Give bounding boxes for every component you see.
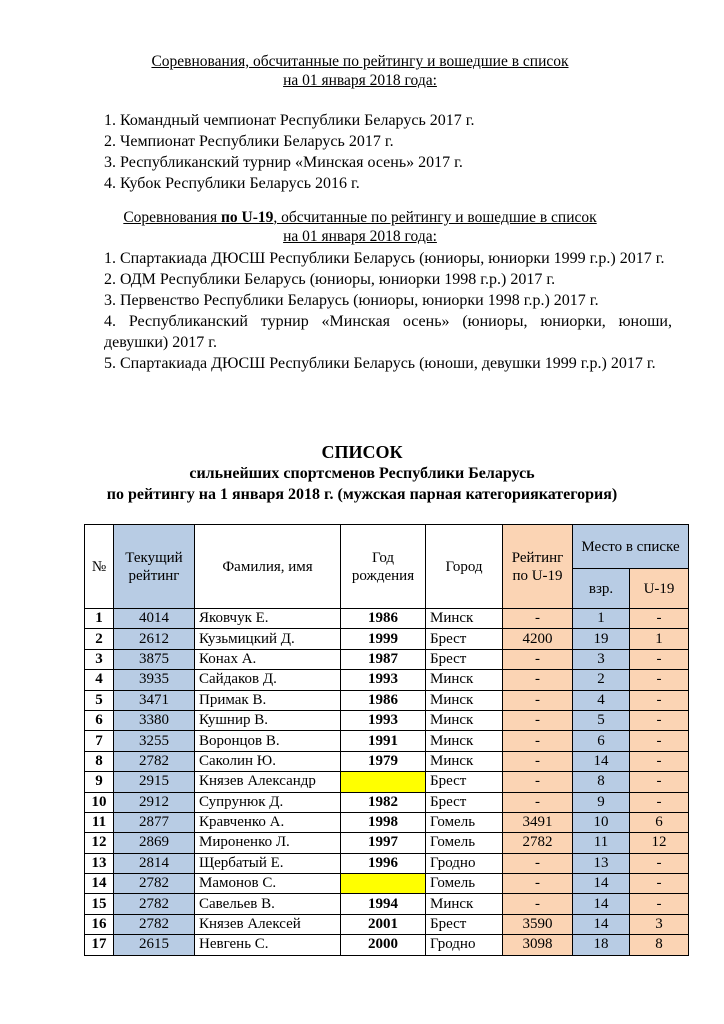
cell-num: 16 — [85, 914, 114, 934]
cell-name: Савельев В. — [195, 894, 341, 914]
title-sub2: по рейтингу на 1 января 2018 г. (мужская парная категориякатегория) — [106, 486, 618, 503]
cell-birth-year: 1982 — [341, 792, 426, 812]
cell-birth-year: 1997 — [341, 833, 426, 853]
cell-num: 10 — [85, 792, 114, 812]
cell-current-rating: 2869 — [114, 833, 195, 853]
list-item: 4. Республиканский турнир «Минская осень» (юниоры, юниорки, юноши, девушки) 2017 г. — [104, 313, 672, 351]
cell-city: Минск — [426, 670, 503, 690]
cell-place-u19: - — [630, 772, 689, 792]
cell-name: Супрунюк Д. — [195, 792, 341, 812]
cell-birth-year: 1996 — [341, 853, 426, 873]
cell-rating-u19: 2782 — [503, 833, 573, 853]
list-item: 3. Республиканский турнир «Минская осень» 2017 г. — [104, 154, 463, 171]
cell-place-u19: 3 — [630, 914, 689, 934]
header-current-rating: Текущий рейтинг — [114, 525, 195, 609]
cell-place-u19: - — [630, 853, 689, 873]
cell-rating-u19: - — [503, 690, 573, 710]
cell-place-u19: - — [630, 894, 689, 914]
section2-heading-line1 — [100, 208, 620, 227]
cell-rating-u19: - — [503, 710, 573, 730]
cell-place-adult: 18 — [573, 935, 630, 955]
cell-city: Брест — [426, 772, 503, 792]
table-row — [85, 874, 689, 894]
cell-city: Минск — [426, 690, 503, 710]
cell-name: Яковчук Е. — [195, 609, 341, 629]
cell-rating-u19: - — [503, 609, 573, 629]
cell-place-adult: 5 — [573, 710, 630, 730]
cell-num: 8 — [85, 751, 114, 771]
cell-place-u19: - — [630, 874, 689, 894]
cell-birth-year: 1979 — [341, 751, 426, 771]
header-city: Город — [426, 525, 503, 609]
cell-name: Конах А. — [195, 649, 341, 669]
header-place-u19: U-19 — [630, 569, 689, 609]
cell-place-u19: - — [630, 609, 689, 629]
list-item: 3. Первенство Республики Беларусь (юниоры, юниорки 1998 г.р.) 2017 г. — [104, 292, 599, 309]
cell-num: 1 — [85, 609, 114, 629]
cell-city: Минск — [426, 710, 503, 730]
cell-place-adult: 14 — [573, 874, 630, 894]
cell-city: Гомель — [426, 874, 503, 894]
section2-heading-pre: Соревнования — [123, 209, 221, 226]
cell-birth-year: 2001 — [341, 914, 426, 934]
header-place: Место в списке — [573, 525, 689, 569]
cell-birth-year — [341, 874, 426, 894]
cell-city: Брест — [426, 649, 503, 669]
cell-birth-year: 1994 — [341, 894, 426, 914]
cell-place-u19: - — [630, 792, 689, 812]
cell-rating-u19: - — [503, 792, 573, 812]
cell-current-rating: 3935 — [114, 670, 195, 690]
cell-birth-year — [341, 772, 426, 792]
cell-place-u19: 12 — [630, 833, 689, 853]
section1-heading-line2: на 01 января 2018 года: — [283, 72, 437, 89]
cell-city: Брест — [426, 629, 503, 649]
cell-rating-u19: 3590 — [503, 914, 573, 934]
section2-heading — [100, 208, 620, 246]
cell-name: Князев Александр — [195, 772, 341, 792]
cell-city: Брест — [426, 792, 503, 812]
header-name: Фамилия, имя — [195, 525, 341, 609]
cell-birth-year: 1999 — [341, 629, 426, 649]
header-place-adult: взр. — [573, 569, 630, 609]
cell-birth-year: 1993 — [341, 670, 426, 690]
cell-current-rating: 2615 — [114, 935, 195, 955]
cell-rating-u19: - — [503, 731, 573, 751]
table-body — [85, 609, 689, 956]
cell-place-adult: 1 — [573, 609, 630, 629]
section2-heading-line2: на 01 января 2018 года: — [283, 228, 437, 245]
section2-list — [104, 248, 672, 374]
table-row — [85, 649, 689, 669]
cell-place-u19: 6 — [630, 812, 689, 832]
table-row — [85, 833, 689, 853]
cell-city: Минск — [426, 751, 503, 771]
cell-rating-u19: - — [503, 751, 573, 771]
list-item: 4. Кубок Республики Беларусь 2016 г. — [104, 175, 360, 192]
cell-name: Сайдаков Д. — [195, 670, 341, 690]
cell-num: 11 — [85, 812, 114, 832]
header-birth-year: Год рождения — [341, 525, 426, 609]
section1-list — [104, 110, 672, 194]
cell-place-adult: 11 — [573, 833, 630, 853]
cell-city: Минск — [426, 894, 503, 914]
list-item: 1. Командный чемпионат Республики Беларусь 2017 г. — [104, 112, 475, 129]
cell-city: Брест — [426, 914, 503, 934]
cell-name: Кушнир В. — [195, 710, 341, 730]
cell-current-rating: 2782 — [114, 751, 195, 771]
cell-name: Мироненко Л. — [195, 833, 341, 853]
cell-birth-year: 1993 — [341, 710, 426, 730]
cell-place-u19: - — [630, 751, 689, 771]
section2-heading-post: , обсчитанные по рейтингу и вошедшие в список — [273, 209, 597, 226]
cell-name: Примак В. — [195, 690, 341, 710]
cell-name: Воронцов В. — [195, 731, 341, 751]
cell-current-rating: 2877 — [114, 812, 195, 832]
cell-birth-year: 1998 — [341, 812, 426, 832]
cell-city: Гродно — [426, 853, 503, 873]
section2-heading-bold: по U-19 — [220, 209, 274, 226]
cell-rating-u19: - — [503, 670, 573, 690]
cell-rating-u19: - — [503, 894, 573, 914]
cell-place-adult: 19 — [573, 629, 630, 649]
cell-num: 17 — [85, 935, 114, 955]
cell-place-adult: 13 — [573, 853, 630, 873]
cell-num: 5 — [85, 690, 114, 710]
list-item: 2. ОДМ Республики Беларусь (юниоры, юниорки 1998 г.р.) 2017 г. — [104, 271, 556, 288]
cell-place-adult: 4 — [573, 690, 630, 710]
cell-current-rating: 2782 — [114, 874, 195, 894]
cell-current-rating: 3255 — [114, 731, 195, 751]
cell-city: Минск — [426, 731, 503, 751]
cell-current-rating: 3380 — [114, 710, 195, 730]
table-row — [85, 772, 689, 792]
cell-place-adult: 10 — [573, 812, 630, 832]
header-rating-u19: Рейтинг по U-19 — [503, 525, 573, 609]
table-row — [85, 792, 689, 812]
cell-city: Гродно — [426, 935, 503, 955]
table-row — [85, 690, 689, 710]
cell-current-rating: 4014 — [114, 609, 195, 629]
cell-rating-u19: - — [503, 853, 573, 873]
cell-name: Невгень С. — [195, 935, 341, 955]
table-row — [85, 751, 689, 771]
cell-num: 13 — [85, 853, 114, 873]
cell-place-adult: 2 — [573, 670, 630, 690]
cell-current-rating: 2915 — [114, 772, 195, 792]
cell-num: 14 — [85, 874, 114, 894]
table-row — [85, 629, 689, 649]
cell-name: Саколин Ю. — [195, 751, 341, 771]
cell-place-adult: 6 — [573, 731, 630, 751]
cell-num: 6 — [85, 710, 114, 730]
cell-place-adult: 14 — [573, 914, 630, 934]
cell-rating-u19: 3098 — [503, 935, 573, 955]
cell-place-u19: 8 — [630, 935, 689, 955]
cell-place-adult: 3 — [573, 649, 630, 669]
list-item: 5. Спартакиада ДЮСШ Республики Беларусь (юноши, девушки 1999 г.р.) 2017 г. — [104, 355, 656, 372]
cell-rating-u19: 3491 — [503, 812, 573, 832]
list-item: 1. Спартакиада ДЮСШ Республики Беларусь (юниоры, юниорки 1999 г.р.) 2017 г. — [104, 250, 665, 267]
table-row — [85, 935, 689, 955]
cell-place-u19: - — [630, 731, 689, 751]
cell-birth-year: 1987 — [341, 649, 426, 669]
cell-current-rating: 2612 — [114, 629, 195, 649]
cell-num: 12 — [85, 833, 114, 853]
cell-name: Кравченко А. — [195, 812, 341, 832]
cell-place-u19: - — [630, 710, 689, 730]
table-row — [85, 609, 689, 629]
table-row — [85, 853, 689, 873]
cell-place-adult: 14 — [573, 894, 630, 914]
cell-birth-year: 2000 — [341, 935, 426, 955]
header-num: № — [85, 525, 114, 609]
cell-rating-u19: 4200 — [503, 629, 573, 649]
cell-current-rating: 3875 — [114, 649, 195, 669]
cell-place-u19: - — [630, 670, 689, 690]
cell-current-rating: 2912 — [114, 792, 195, 812]
table-row — [85, 731, 689, 751]
cell-place-adult: 9 — [573, 792, 630, 812]
cell-rating-u19: - — [503, 772, 573, 792]
section1-heading — [100, 52, 620, 90]
cell-rating-u19: - — [503, 649, 573, 669]
cell-name: Кузьмицкий Д. — [195, 629, 341, 649]
section1-heading-line1: Соревнования, обсчитанные по рейтингу и вошедшие в список — [151, 53, 569, 70]
cell-current-rating: 2782 — [114, 894, 195, 914]
cell-name: Князев Алексей — [195, 914, 341, 934]
table-row — [85, 894, 689, 914]
table-row — [85, 710, 689, 730]
cell-num: 15 — [85, 894, 114, 914]
cell-name: Мамонов С. — [195, 874, 341, 894]
cell-current-rating: 3471 — [114, 690, 195, 710]
title-main: СПИСОК — [321, 442, 403, 462]
cell-city: Гомель — [426, 812, 503, 832]
cell-city: Минск — [426, 609, 503, 629]
cell-place-u19: - — [630, 690, 689, 710]
cell-num: 9 — [85, 772, 114, 792]
rating-table — [84, 524, 689, 956]
cell-place-adult: 8 — [573, 772, 630, 792]
cell-num: 2 — [85, 629, 114, 649]
table-row — [85, 914, 689, 934]
list-title — [60, 442, 664, 505]
cell-rating-u19: - — [503, 874, 573, 894]
cell-num: 7 — [85, 731, 114, 751]
cell-name: Щербатый Е. — [195, 853, 341, 873]
cell-city: Гомель — [426, 833, 503, 853]
cell-current-rating: 2814 — [114, 853, 195, 873]
cell-birth-year: 1986 — [341, 690, 426, 710]
cell-place-u19: - — [630, 649, 689, 669]
cell-place-u19: 1 — [630, 629, 689, 649]
title-sub1: сильнейших спортсменов Республики Беларусь — [189, 465, 535, 482]
cell-num: 3 — [85, 649, 114, 669]
cell-birth-year: 1991 — [341, 731, 426, 751]
table-row — [85, 670, 689, 690]
cell-num: 4 — [85, 670, 114, 690]
cell-current-rating: 2782 — [114, 914, 195, 934]
table-row — [85, 812, 689, 832]
list-item: 2. Чемпионат Республики Беларусь 2017 г. — [104, 133, 394, 150]
cell-birth-year: 1986 — [341, 609, 426, 629]
cell-place-adult: 14 — [573, 751, 630, 771]
